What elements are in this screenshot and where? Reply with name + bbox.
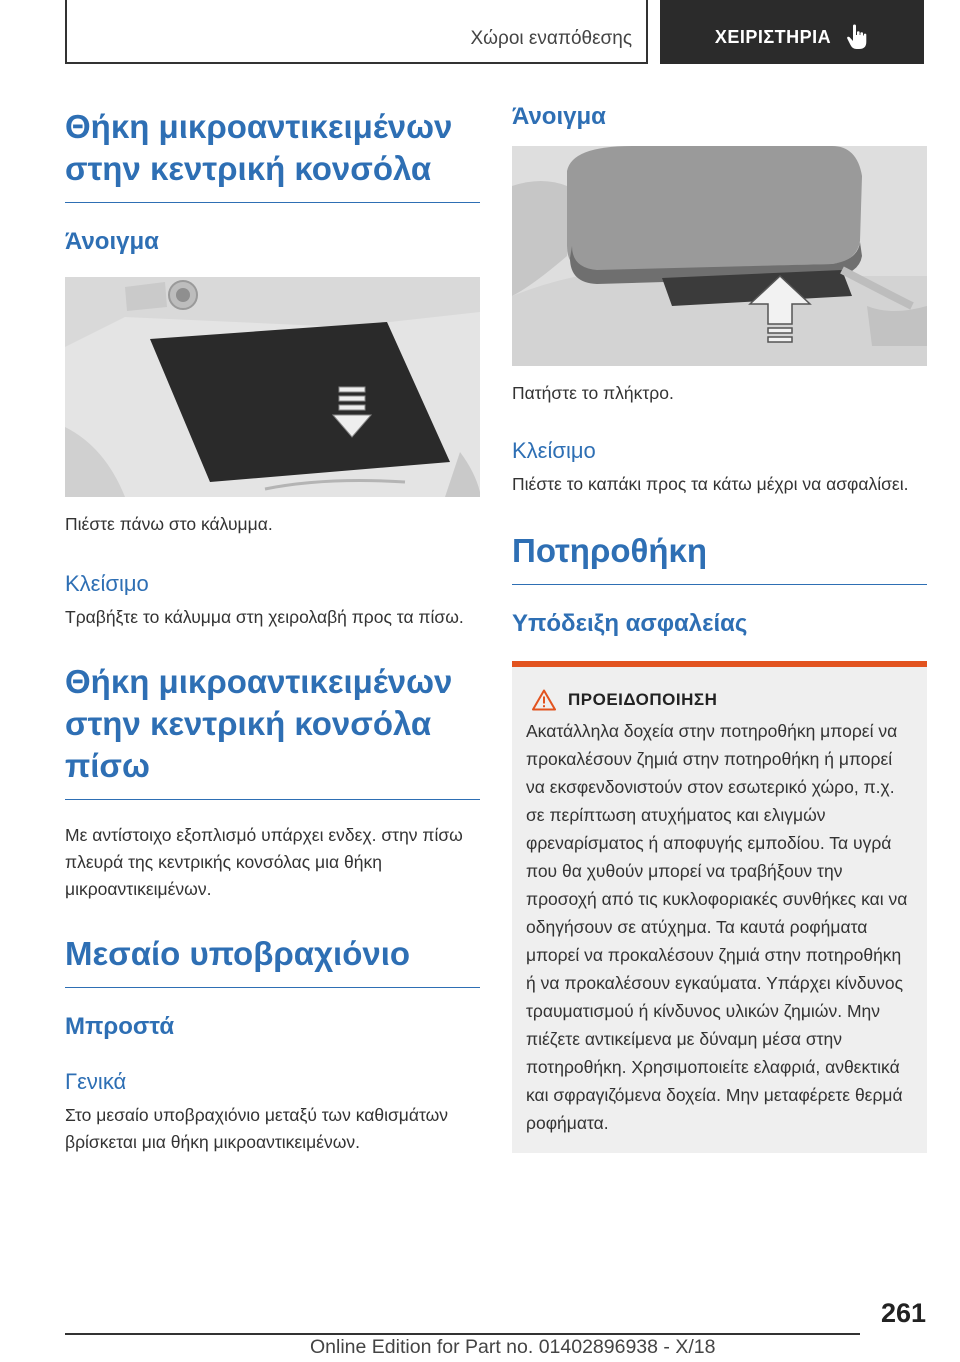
subheading-safety: Υπόδειξη ασφαλείας xyxy=(512,610,748,637)
warning-box xyxy=(512,661,927,1153)
section-title-console-compartment: Θήκη μικροαντικειμένων στην κεντρική κονσόλα xyxy=(65,102,480,203)
console-compartment-illustration xyxy=(65,277,480,497)
page-number: 261 xyxy=(880,1298,926,1328)
section-title-cupholder: Ποτηροθήκη xyxy=(512,530,927,585)
subheading-general: Γενικά xyxy=(65,1069,127,1094)
left-column xyxy=(65,102,480,1156)
closing-instruction: Τραβήξτε το κάλυμμα στη χειρολαβή προς τα πίσω. xyxy=(65,607,464,627)
armrest-illustration xyxy=(512,146,927,366)
warning-text: Ακατάλληλα δοχεία στην ποτηροθήκη μπορεί να προκαλέσουν ζημιά στην ποτηροθήκη ή μπορεί να εκσφενδονιστούν στον εσωτερικό χώρο, π.χ. σε περίπτωση ατυχήματος και ελιγμών φρεναρίσματος ή αποφυγής εμποδίου. Τα υγρά που θα χυθούν μπορεί να τραβήξουν την προσοχή από τις κυκλοφοριακές συνθήκες και να οδηγήσουν σε ατύχημα. Τα καυτά ροφήματα μπορεί να προκαλέσουν ζημιά στην ποτηροθήκη ή να προκαλέσουν εγκαύματα. Υπάρχει κίνδυνος τραυματισμού ή κίνδυνος υλικών ζημιών. Μην πιέζετε αντικείμενα με δύναμη μέσα στην ποτηροθήκη. Χρησιμοποιείτε ελαφριά, ανθεκτικά και σφραγιζόμενα δοχεία. Μην μεταφέρετε θερμά ροφήματα. xyxy=(526,721,908,1133)
armrest-photo xyxy=(512,146,927,366)
header-frame xyxy=(65,0,648,64)
opening-instruction: Πιέστε πάνω στο κάλυμμα. xyxy=(65,514,273,534)
header-chapter-label: ΧΕΙΡΙΣΤΗΡΙΑ xyxy=(714,26,832,47)
header-chapter-tab xyxy=(660,0,924,64)
closing-armrest-instruction: Πιέστε το καπάκι προς τα κάτω μέχρι να ασφαλίσει. xyxy=(512,474,909,494)
subheading-opening-armrest: Άνοιγμα xyxy=(512,103,606,130)
footer-edition: Online Edition for Part no. 01402896938 - X/18 xyxy=(310,1336,716,1358)
subheading-front: Μπροστά xyxy=(65,1013,175,1040)
subheading-closing: Κλείσιμο xyxy=(65,571,149,596)
section-title-rear-compartment: Θήκη μικροαντικειμένων στην κεντρική κονσόλα πίσω xyxy=(65,661,480,800)
warning-label: ΠΡΟΕΙΔΟΠΟΙΗΣΗ xyxy=(568,690,718,709)
warning-header xyxy=(526,689,913,711)
console-compartment-photo xyxy=(65,277,480,497)
section-title-armrest: Μεσαίο υποβραχιόνιο xyxy=(65,933,480,988)
subheading-closing-armrest: Κλείσιμο xyxy=(512,438,596,463)
subheading-opening: Άνοιγμα xyxy=(65,228,159,255)
press-button-instruction: Πατήστε το πλήκτρο. xyxy=(512,383,674,403)
hand-pointer-icon xyxy=(845,24,869,50)
rear-compartment-text: Με αντίστοιχο εξοπλισμό υπάρχει ενδεχ. στην πίσω πλευρά της κεντρικής κονσόλας μια θήκη μικροαντικειμένων. xyxy=(65,825,463,899)
header-section-title: Χώροι εναπόθεσης xyxy=(470,28,632,49)
right-column xyxy=(512,102,927,1153)
footer-divider xyxy=(65,1333,860,1335)
warning-triangle-icon xyxy=(532,689,556,711)
general-text: Στο μεσαίο υποβραχιόνιο μεταξύ των καθισμάτων βρίσκεται μια θήκη μικροαντικειμένων. xyxy=(65,1105,449,1152)
